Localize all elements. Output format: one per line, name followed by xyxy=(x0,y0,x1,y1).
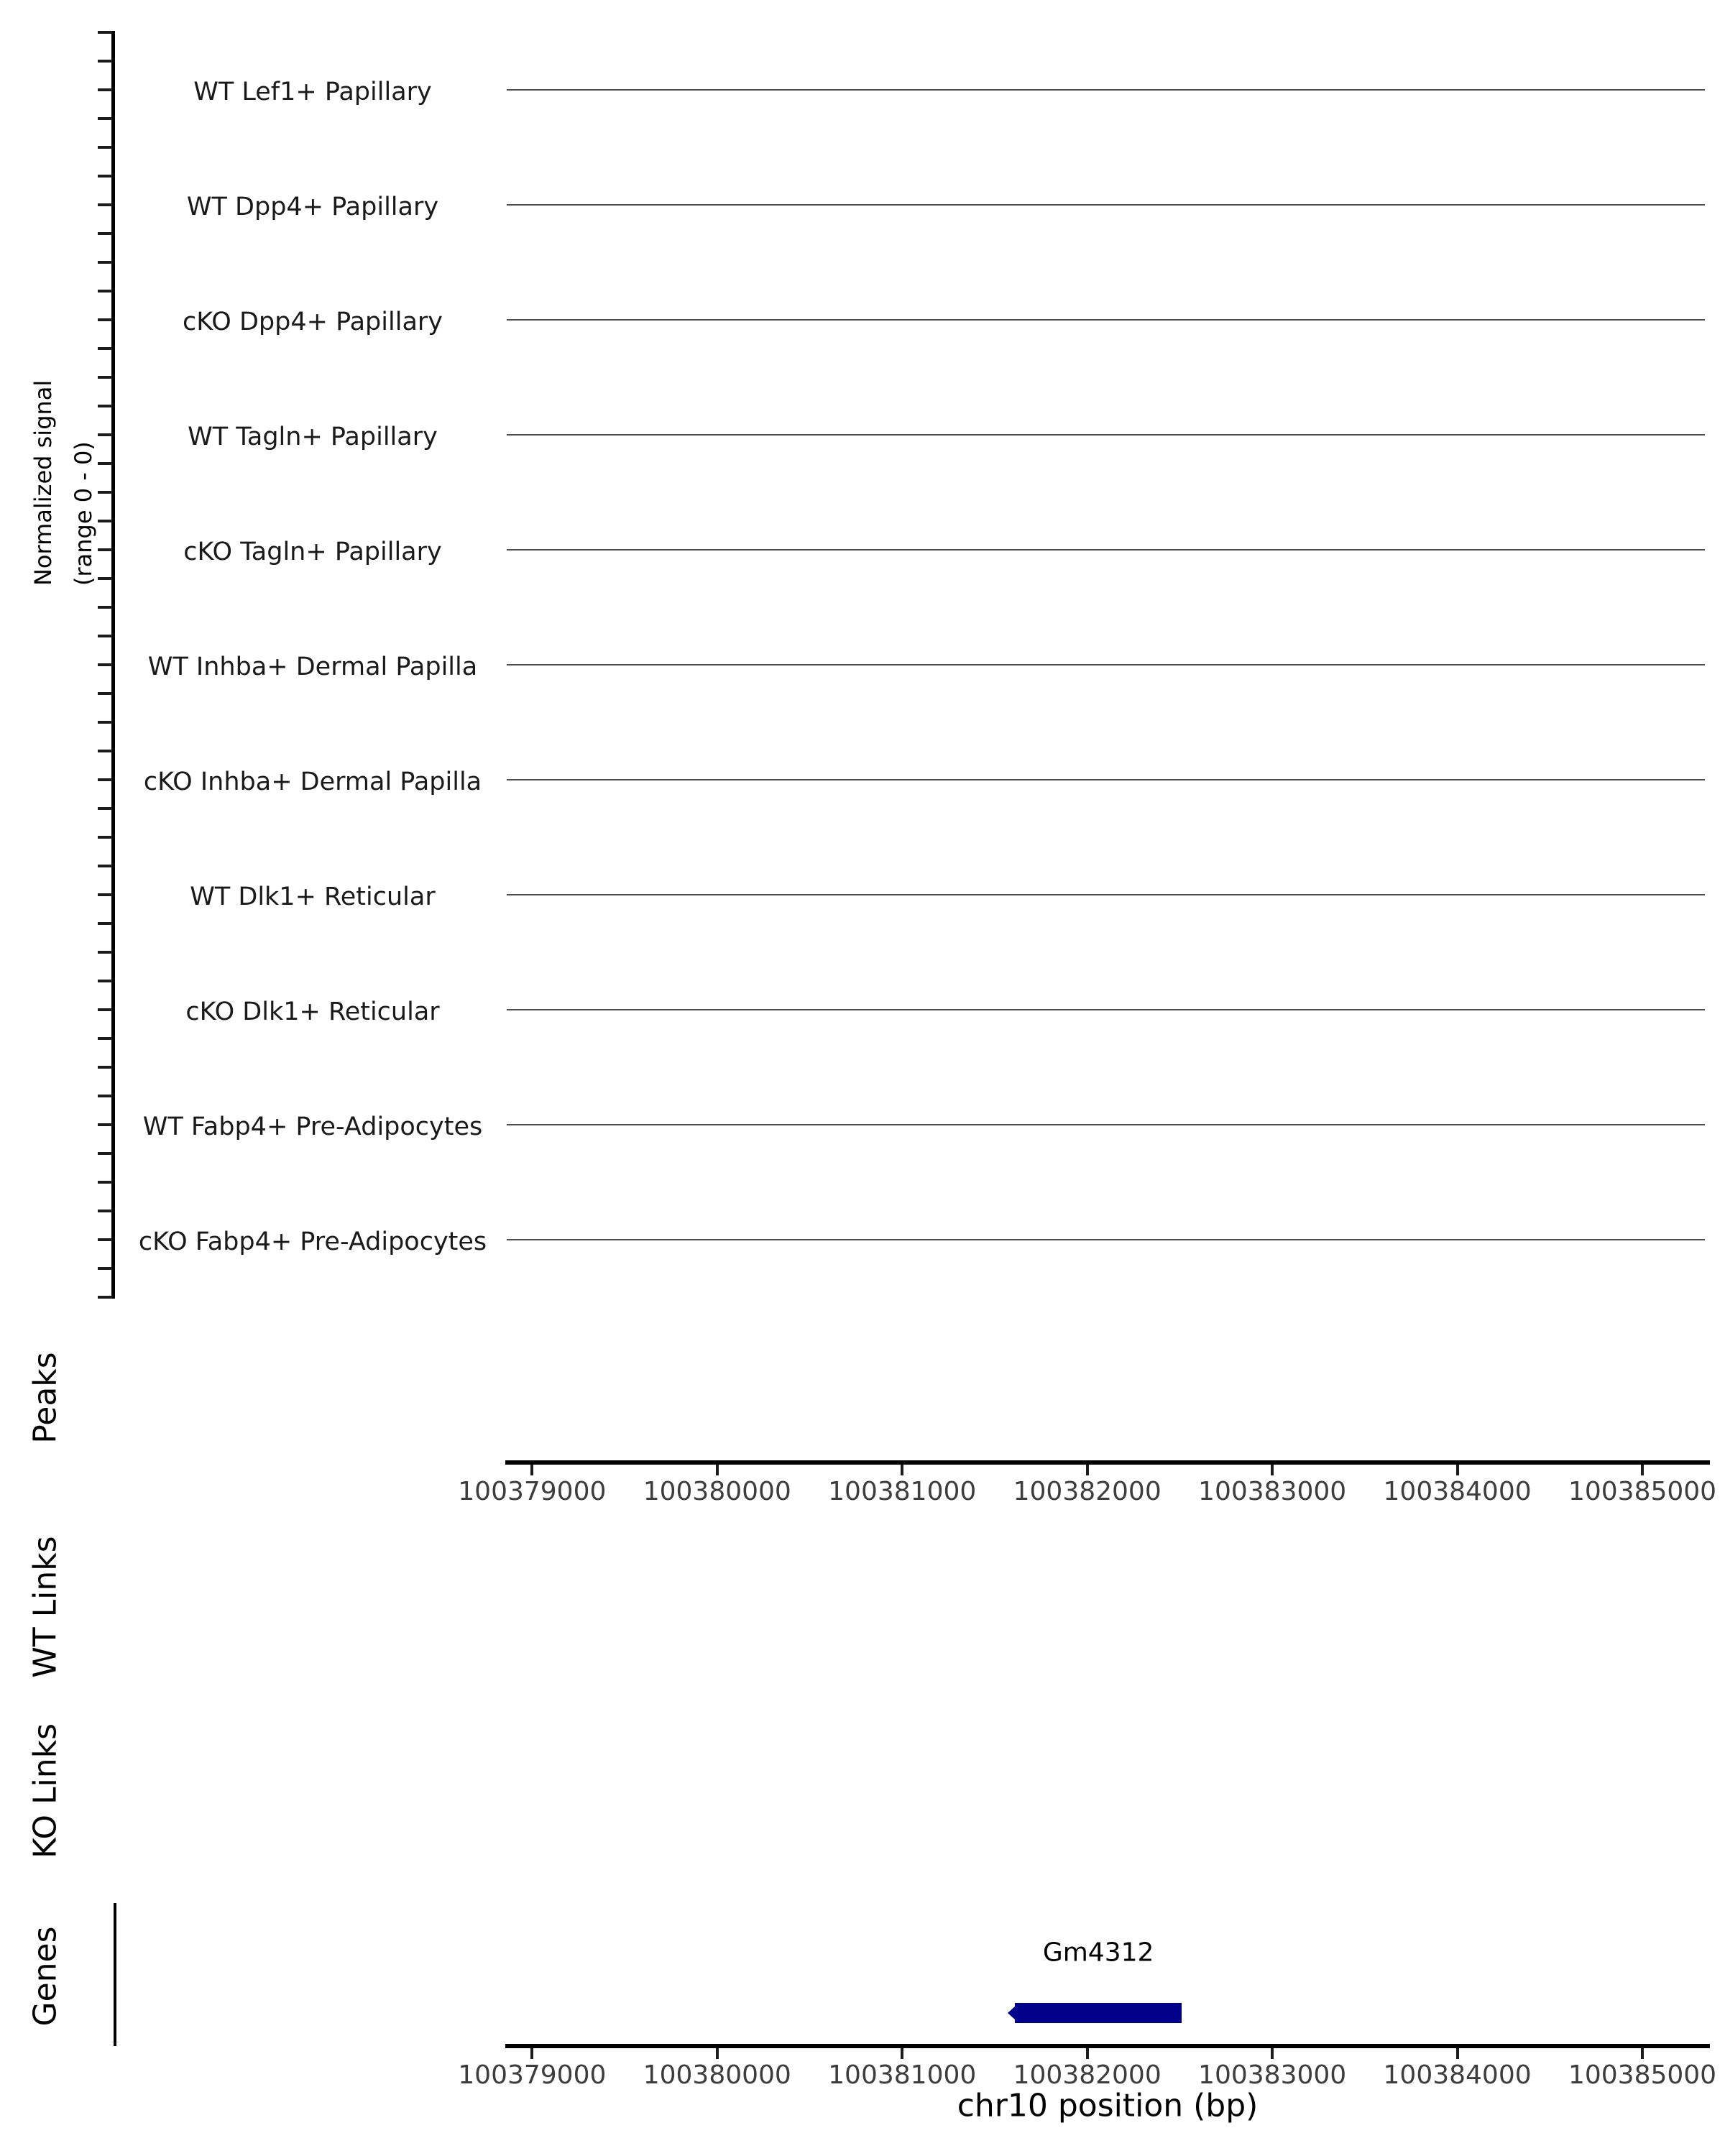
x-axis-tick-label: 100379000 xyxy=(458,1477,607,1506)
y-axis-tick xyxy=(98,376,112,379)
y-axis-tick xyxy=(98,865,112,867)
gene-strand-arrow-icon xyxy=(1008,2006,1016,2020)
gene-body xyxy=(1015,2003,1182,2023)
y-axis-tick xyxy=(98,520,112,522)
x-axis-tick-label: 100384000 xyxy=(1383,2060,1532,2090)
x-axis-tick xyxy=(530,1465,533,1475)
x-axis-tick xyxy=(1456,2048,1459,2059)
y-axis-tick xyxy=(98,548,112,551)
track-label: cKO Dpp4+ Papillary xyxy=(183,308,443,336)
track-signal-line xyxy=(507,664,1705,665)
peaks-axis-line xyxy=(505,1460,1710,1465)
x-axis-tick-label: 100381000 xyxy=(828,2060,977,2090)
track-label: cKO Fabp4+ Pre-Adipocytes xyxy=(138,1227,487,1256)
ko-links-label-text: KO Links xyxy=(27,1723,64,1859)
y-axis-tick xyxy=(98,1066,112,1069)
y-axis-tick xyxy=(98,1037,112,1040)
track-signal-line xyxy=(507,1124,1705,1125)
y-axis-tick xyxy=(98,1095,112,1097)
track-signal-line xyxy=(507,434,1705,436)
y-axis-tick xyxy=(98,606,112,609)
y-axis-tick xyxy=(98,893,112,896)
x-axis-tick-label: 100382000 xyxy=(1013,2060,1162,2090)
y-axis-tick xyxy=(98,60,112,63)
track-signal-line xyxy=(507,549,1705,550)
track-label: WT Dlk1+ Reticular xyxy=(190,883,436,911)
y-axis-tick xyxy=(98,692,112,695)
y-axis-tick xyxy=(98,347,112,350)
y-axis-tick xyxy=(98,491,112,494)
track-signal-line xyxy=(507,204,1705,206)
y-axis-tick xyxy=(98,1210,112,1212)
y-axis-tick xyxy=(98,1238,112,1241)
y-axis-tick xyxy=(98,232,112,235)
genes-label-text: Genes xyxy=(27,1926,64,2027)
peaks-label-text: Peaks xyxy=(27,1352,64,1444)
y-axis-tick xyxy=(98,318,112,321)
x-axis-tick-label: 100380000 xyxy=(643,1477,791,1506)
y-axis-tick xyxy=(98,433,112,436)
y-axis-tick xyxy=(98,1181,112,1184)
x-axis-tick-label: 100380000 xyxy=(643,2060,791,2090)
x-axis-tick xyxy=(1641,2048,1644,2059)
y-axis-tick xyxy=(98,1267,112,1270)
genome-tracks-figure: Normalized signal (range 0 - 0) WT Lef1+ Papillary WT Dpp4+ Papillary cKO Dpp4+ Papillary WT Tagln+ Papillary cKO Tagln+ Papillary WT Inhba+ Dermal Papilla cKO Inhba+ Dermal Papilla WT Dlk1+ Reticular cKO Dlk1+ Reticular WT Fabp4+ Pre-Adipocytes cKO Fabp4+ Pre-Adipocytes Peaks WT Links KO Links Genes 100379000 100380000 100381000 100382000 100383000 100384000 100385000 Gm4312 100379000 100380000 100381000 100382000 100383000 100384000 100385000 chr10 position (bp) xyxy=(0,0,1725,2156)
x-axis-title xyxy=(957,2087,1409,2142)
y-axis-tick xyxy=(98,750,112,752)
y-axis-tick xyxy=(98,721,112,724)
x-axis-tick-label: 100385000 xyxy=(1568,2060,1717,2090)
track-label: cKO Tagln+ Papillary xyxy=(183,538,442,566)
y-axis-tick xyxy=(98,405,112,407)
y-axis-tick xyxy=(98,922,112,925)
y-axis-tick xyxy=(98,980,112,982)
section-label-wt-links xyxy=(27,1536,187,1678)
y-axis-tick xyxy=(98,117,112,120)
bottom-axis-line xyxy=(505,2044,1710,2048)
y-axis-tick xyxy=(98,203,112,206)
y-axis-tick xyxy=(98,31,112,34)
y-axis-tick xyxy=(98,290,112,292)
y-axis-tick xyxy=(98,577,112,580)
x-axis-tick xyxy=(1456,1465,1459,1475)
y-axis-tick xyxy=(98,836,112,839)
y-axis-tick xyxy=(98,1296,112,1299)
y-axis-tick xyxy=(98,807,112,810)
y-axis-tick xyxy=(98,1123,112,1126)
section-label-ko-links xyxy=(27,1723,180,1859)
x-axis-tick xyxy=(1086,1465,1089,1475)
y-axis-tick xyxy=(98,635,112,637)
track-label: WT Tagln+ Papillary xyxy=(188,423,438,451)
track-label: WT Inhba+ Dermal Papilla xyxy=(147,653,478,681)
x-axis-tick xyxy=(530,2048,533,2059)
x-axis-tick xyxy=(1641,1465,1644,1475)
x-axis-tick xyxy=(716,1465,719,1475)
x-axis-tick xyxy=(901,2048,903,2059)
section-label-genes xyxy=(27,1926,145,2027)
x-axis-tick xyxy=(1271,2048,1274,2059)
x-axis-tick xyxy=(901,1465,903,1475)
track-signal-line xyxy=(507,779,1705,780)
track-signal-line xyxy=(507,1009,1705,1010)
y-axis-tick xyxy=(98,663,112,666)
track-label: WT Fabp4+ Pre-Adipocytes xyxy=(142,1112,483,1141)
track-signal-line xyxy=(507,319,1705,321)
y-axis-tick xyxy=(98,261,112,264)
track-signal-line xyxy=(507,1239,1705,1240)
gene-name-label: Gm4312 xyxy=(1042,1938,1154,1968)
track-label: cKO Inhba+ Dermal Papilla xyxy=(143,768,482,796)
section-label-peaks xyxy=(27,1352,137,1444)
x-axis-tick-label: 100383000 xyxy=(1198,2060,1347,2090)
wt-links-label-text: WT Links xyxy=(27,1536,64,1678)
x-axis-tick-label: 100382000 xyxy=(1013,1477,1162,1506)
x-axis-tick-label: 100384000 xyxy=(1383,1477,1532,1506)
x-axis-tick-label: 100381000 xyxy=(828,1477,977,1506)
y-axis-tick xyxy=(98,951,112,954)
y-axis-tick xyxy=(98,462,112,465)
track-label: WT Lef1+ Papillary xyxy=(193,78,432,106)
genes-section-spine xyxy=(114,1903,116,2046)
x-axis-tick-label: 100383000 xyxy=(1198,1477,1347,1506)
x-axis-tick-label: 100385000 xyxy=(1568,1477,1717,1506)
x-axis-tick xyxy=(1271,1465,1274,1475)
y-axis-tick xyxy=(98,1152,112,1155)
track-label: cKO Dlk1+ Reticular xyxy=(185,998,440,1026)
y-axis-tick xyxy=(98,175,112,178)
y-axis-tick xyxy=(98,146,112,149)
track-signal-line xyxy=(507,89,1705,91)
y-axis-tick xyxy=(98,88,112,91)
y-axis-tick xyxy=(98,1008,112,1011)
y-axis-tick xyxy=(98,778,112,781)
track-signal-line xyxy=(507,894,1705,895)
track-label: WT Dpp4+ Papillary xyxy=(186,193,439,221)
x-axis-tick xyxy=(1086,2048,1089,2059)
x-axis-tick-label: 100379000 xyxy=(458,2060,607,2090)
x-axis-tick xyxy=(716,2048,719,2059)
x-axis-title-text: chr10 position (bp) xyxy=(957,2087,1259,2124)
